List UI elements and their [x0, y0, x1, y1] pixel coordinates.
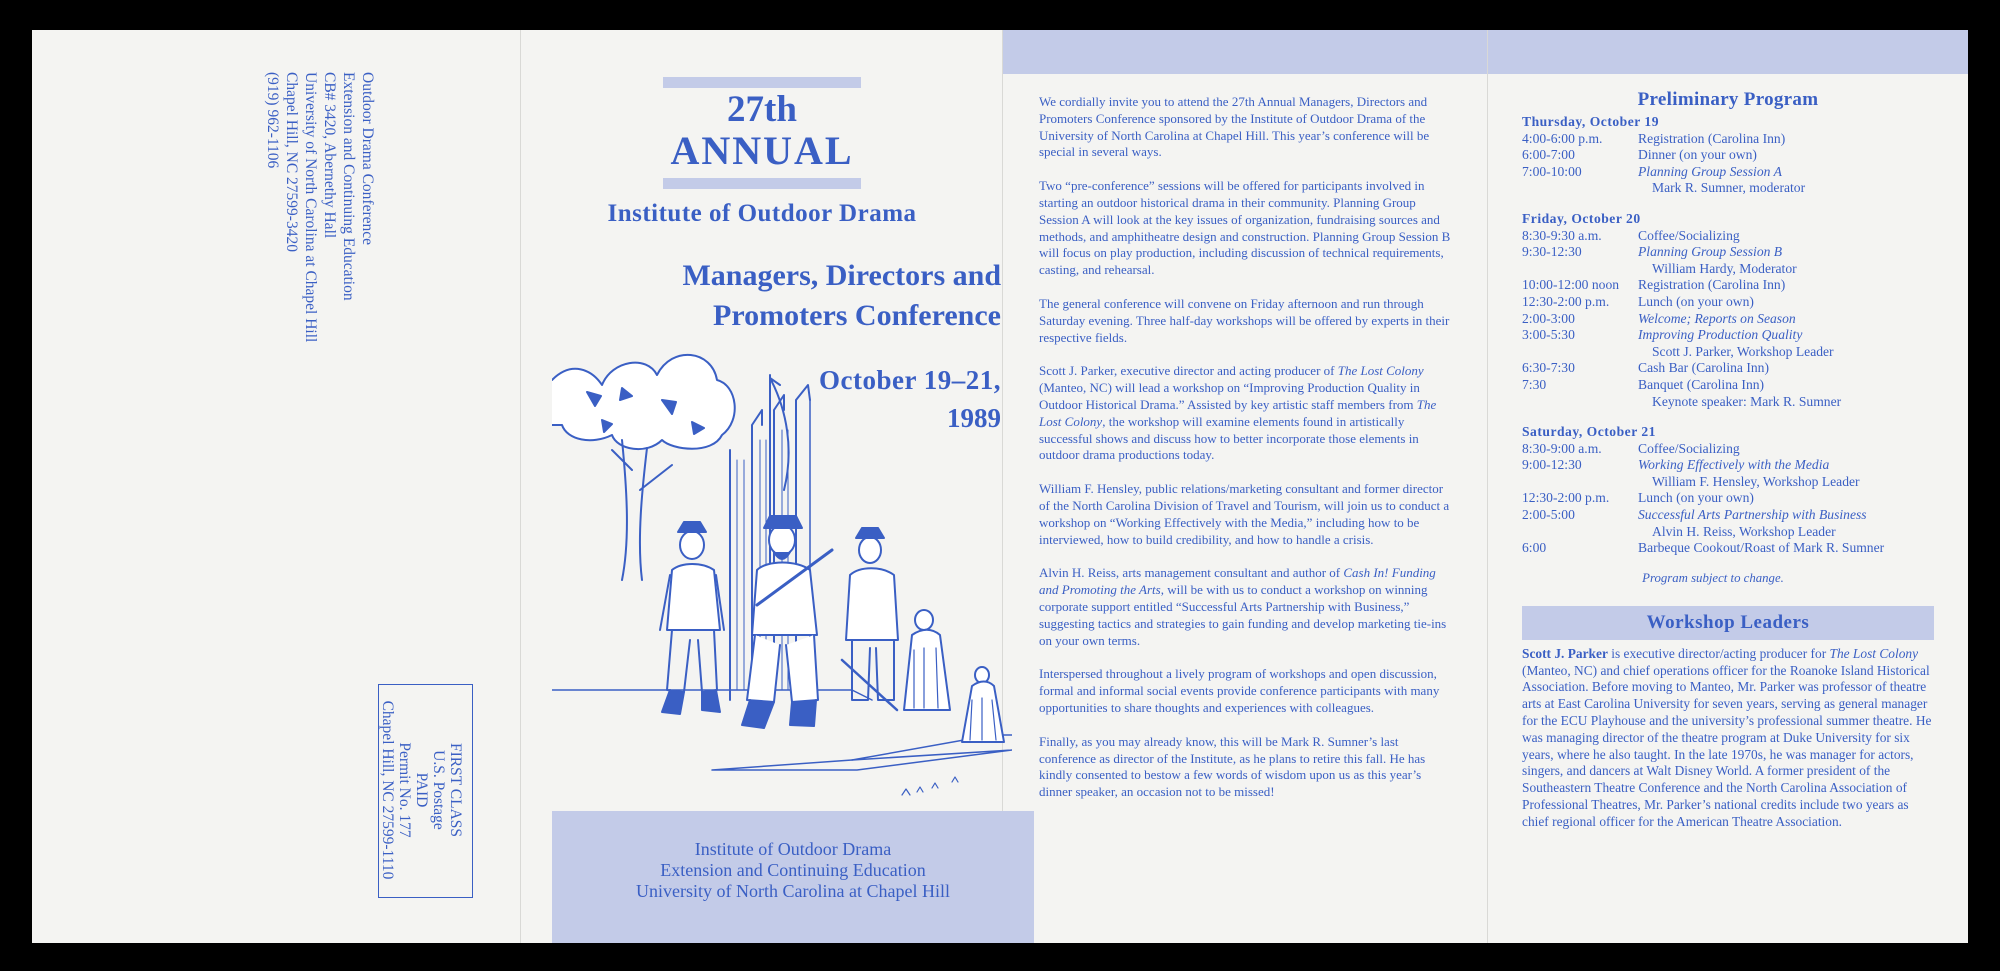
program-time: 7:30: [1522, 376, 1547, 392]
postage-line: Chapel Hill, NC 27599-1110: [379, 700, 396, 880]
workshop-leaders-heading: Workshop Leaders: [1522, 606, 1934, 640]
program-time: 8:30-9:30 a.m.: [1522, 227, 1602, 243]
program-event: Cash Bar (Carolina Inn): [1638, 360, 1769, 376]
program-row: [1522, 261, 1934, 278]
program-schedule: [1522, 114, 1934, 557]
postage-permit: [377, 684, 470, 896]
program-note: Program subject to change.: [1642, 570, 1784, 585]
title-rule-bottom: [663, 178, 861, 189]
program-event: Keynote speaker: Mark R. Sumner: [1652, 393, 1842, 409]
invitation-paragraph: The general conference will convene on Friday afternoon and run through Saturday evening. Three half-day workshops will be offered by experts in their respective fields.: [1039, 295, 1450, 345]
program-row: [1522, 507, 1934, 524]
program-event: Working Effectively with the Media: [1638, 457, 1830, 473]
program-row: [1522, 294, 1934, 311]
text-run-italic: Cash In! Funding and Promoting the Arts: [1039, 565, 1436, 598]
program-time: 9:30-12:30: [1522, 244, 1582, 260]
program-event: Lunch (on your own): [1638, 293, 1754, 309]
invitation-paragraph: We cordially invite you to attend the 27th Annual Managers, Directors and Promoters Conference sponsored by the Institute of Outdoor Drama of the University of North Carolina at Chapel Hill. This year’s conference will be special in several ways.: [1039, 94, 1430, 160]
footer-line: University of North Carolina at Chapel Hill: [636, 881, 950, 901]
postage-line: Permit No. 177: [396, 742, 413, 838]
program-row: [1522, 344, 1934, 361]
text-run: (Manteo, NC) and chief operations officer for the Roanoke Island Historical Association. Before moving to Manteo, Mr. Parker was professor of theatre arts at East Carolina University for seven years, serving as general manager for the ECU Playhouse and the university’s professional summer theatre. He was managing director of the theatre program at Duke University for six years, where he also taught. In the late 1970s, he was manager for actors, singers, and dancers at Walt Disney World. A former president of the Southeastern Theatre Conference and the North Carolina Association of Professional Theatres, Mr. Parker’s national credits include two years as chief regional officer for the American Theatre Association.: [1522, 662, 1932, 829]
return-address: [177, 72, 377, 432]
program-row: [1522, 131, 1934, 148]
postage-line: PAID: [413, 772, 430, 808]
cover-footer: [552, 811, 1034, 943]
program-event: Coffee/Socializing: [1638, 440, 1740, 456]
program-event: William Hardy, Moderator: [1652, 260, 1797, 276]
header-band: [1003, 30, 1487, 74]
program-time: [1522, 524, 1652, 541]
text-run: Scott J. Parker, executive director and acting producer of: [1039, 363, 1338, 379]
program-time: 2:00-3:00: [1522, 310, 1575, 326]
program-row: [1522, 327, 1934, 344]
program-row: [1522, 441, 1934, 458]
program-row: [1522, 277, 1934, 294]
program-row: [1522, 540, 1934, 557]
program-event: Scott J. Parker, Workshop Leader: [1652, 343, 1834, 359]
leader-bio: [1522, 646, 1934, 831]
program-time: [1522, 474, 1652, 491]
header-band: [1488, 30, 1968, 74]
program-time: 9:00-12:30: [1522, 457, 1582, 473]
return-line: (919) 962-1106: [264, 72, 281, 169]
cover-conference-line2: Promoters Conference: [713, 299, 1001, 332]
program-day-heading: Friday, October 20: [1522, 210, 1641, 226]
return-line: CB# 3420, Abernethy Hall: [321, 72, 338, 239]
program-event: Mark R. Sumner, moderator: [1652, 180, 1806, 196]
text-run: Alvin H. Reiss, arts management consultant and author of: [1039, 565, 1344, 581]
text-run: is executive director/acting producer for: [1607, 645, 1830, 661]
program-time: [1522, 261, 1652, 278]
invitation-paragraph: Finally, as you may already know, this will be Mark R. Sumner’s last conference as director of the Institute, as he plans to retire this fall. He has kindly consented to bestow a few words of wisdom upon us as this year’s dinner speaker, an occasion not to be missed!: [1039, 733, 1426, 800]
program-row: [1522, 524, 1934, 541]
program-time: [1522, 344, 1652, 361]
mailer-panel: [32, 30, 520, 943]
invitation-paragraph: [1039, 565, 1456, 649]
invitation-paragraph: [1039, 363, 1456, 464]
text-run: (Manteo, NC) will lead a workshop on “Improving Production Quality in Outdoor Historical Drama.” Assisted by key artistic staff members from: [1039, 380, 1420, 412]
program-title: Preliminary Program: [1637, 89, 1819, 110]
program-event: Lunch (on your own): [1638, 490, 1754, 506]
invitation-paragraph: Interspersed throughout a lively program of workshops and open discussion, formal and informal social events provide conference participants with many opportunities to share thoughts and experiences with colleagues.: [1039, 666, 1440, 715]
invitation-paragraph: Two “pre-conference” sessions will be offered for participants involved in starting an outdoor historical drama in their community. Planning Group Session A will look at the key issues of organization, fundraising sources and methods, and amphitheatre design and construction. Planning Group Session B will focus on play production, including discussion of technical requirements, casting, and rehearsal.: [1039, 178, 1451, 278]
footer-line: Institute of Outdoor Drama: [694, 839, 892, 859]
program-time: 8:30-9:00 a.m.: [1522, 440, 1602, 456]
program-row: [1522, 147, 1934, 164]
program-event: Coffee/Socializing: [1638, 227, 1740, 243]
program-column: [1522, 88, 1934, 831]
program-row: [1522, 394, 1934, 411]
program-time: [1522, 394, 1652, 411]
program-event: Alvin H. Reiss, Workshop Leader: [1652, 523, 1836, 539]
cover-annual: ANNUAL: [670, 128, 854, 173]
program-event: William F. Hensley, Workshop Leader: [1652, 473, 1860, 489]
cover-dates-line1: October 19–21,: [819, 365, 1001, 395]
program-row: [1522, 180, 1934, 197]
brochure-sheet: [32, 30, 1968, 943]
program-event: Planning Group Session A: [1638, 163, 1782, 179]
footer-line: Extension and Continuing Education: [660, 860, 926, 880]
invitation-paragraph: William F. Hensley, public relations/marketing consultant and former director of the North Carolina Division of Travel and Tourism, will join us to conduct a workshop on “Working Effectively with the Media,” including how to be interviewed, how to build credibility, and how to handle a crisis.: [1039, 481, 1450, 547]
program-row: [1522, 474, 1934, 491]
program-time: 2:00-5:00: [1522, 507, 1575, 523]
colonial-settlers-illustration: [552, 330, 1012, 812]
program-row: [1522, 490, 1934, 507]
program-event: Improving Production Quality: [1638, 327, 1803, 343]
return-line: Outdoor Drama Conference: [359, 72, 376, 246]
program-event: Dinner (on your own): [1638, 147, 1757, 163]
program-time: 10:00-12:00 noon: [1522, 277, 1620, 293]
program-event: Welcome; Reports on Season: [1638, 310, 1796, 326]
program-event: Successful Arts Partnership with Business: [1638, 507, 1867, 523]
text-run-italic: The Lost Colony: [1039, 396, 1437, 429]
program-event: Barbeque Cookout/Roast of Mark R. Sumner: [1638, 540, 1885, 556]
program-time: 3:00-5:30: [1522, 327, 1575, 343]
leader-name: Scott J. Parker: [1522, 645, 1608, 661]
program-row: [1522, 244, 1934, 261]
program-event: Registration (Carolina Inn): [1638, 130, 1786, 146]
text-run: , the workshop will examine elements found in artistically successful shows and discuss how to better incorporate those elements in outdoor drama productions today.: [1039, 413, 1419, 463]
fold-line: [520, 30, 521, 943]
program-row: [1522, 164, 1934, 181]
program-day-heading: Saturday, October 21: [1522, 424, 1656, 440]
cover-dates-line2: 1989: [947, 403, 1001, 433]
program-time: 6:30-7:30: [1522, 360, 1575, 376]
program-row: [1522, 228, 1934, 245]
program-time: 6:00-7:00: [1522, 147, 1575, 163]
cover-edition: 27th: [727, 89, 797, 130]
postage-line: FIRST CLASS: [447, 742, 464, 838]
program-time: 6:00: [1522, 540, 1547, 556]
program-row: [1522, 377, 1934, 394]
program-event: Registration (Carolina Inn): [1638, 277, 1786, 293]
program-time: 4:00-6:00 p.m.: [1522, 130, 1603, 146]
text-run: , will be with us to conduct a workshop on winning corporate support entitled “Successful Arts Partnership with Business,” suggesting tactics and strategies to gain funding and develop marketing tie-ins on your own terms.: [1039, 582, 1447, 648]
title-rule-top: [663, 77, 861, 88]
return-line: Extension and Continuing Education: [340, 72, 357, 301]
program-row: [1522, 360, 1934, 377]
return-line: Chapel Hill, NC 27599-3420: [283, 72, 300, 252]
program-time: [1522, 180, 1652, 197]
postage-line: U.S. Postage: [430, 750, 447, 830]
program-event: Banquet (Carolina Inn): [1638, 376, 1765, 392]
program-event: Planning Group Session B: [1638, 244, 1783, 260]
program-row: [1522, 311, 1934, 328]
program-time: 12:30-2:00 p.m.: [1522, 293, 1610, 309]
invitation-text: [1039, 94, 1456, 818]
program-time: 12:30-2:00 p.m.: [1522, 490, 1610, 506]
cover-institute: Institute of Outdoor Drama: [607, 200, 917, 227]
fold-line: [1487, 30, 1488, 943]
text-run-italic: The Lost Colony: [1337, 363, 1424, 379]
program-day-heading: Thursday, October 19: [1522, 114, 1660, 129]
program-row: [1522, 457, 1934, 474]
cover-conference-line1: Managers, Directors and: [682, 259, 1001, 292]
return-line: University of North Carolina at Chapel Hill: [302, 72, 319, 343]
program-time: 7:00-10:00: [1522, 163, 1582, 179]
text-run-italic: The Lost Colony: [1829, 645, 1919, 661]
